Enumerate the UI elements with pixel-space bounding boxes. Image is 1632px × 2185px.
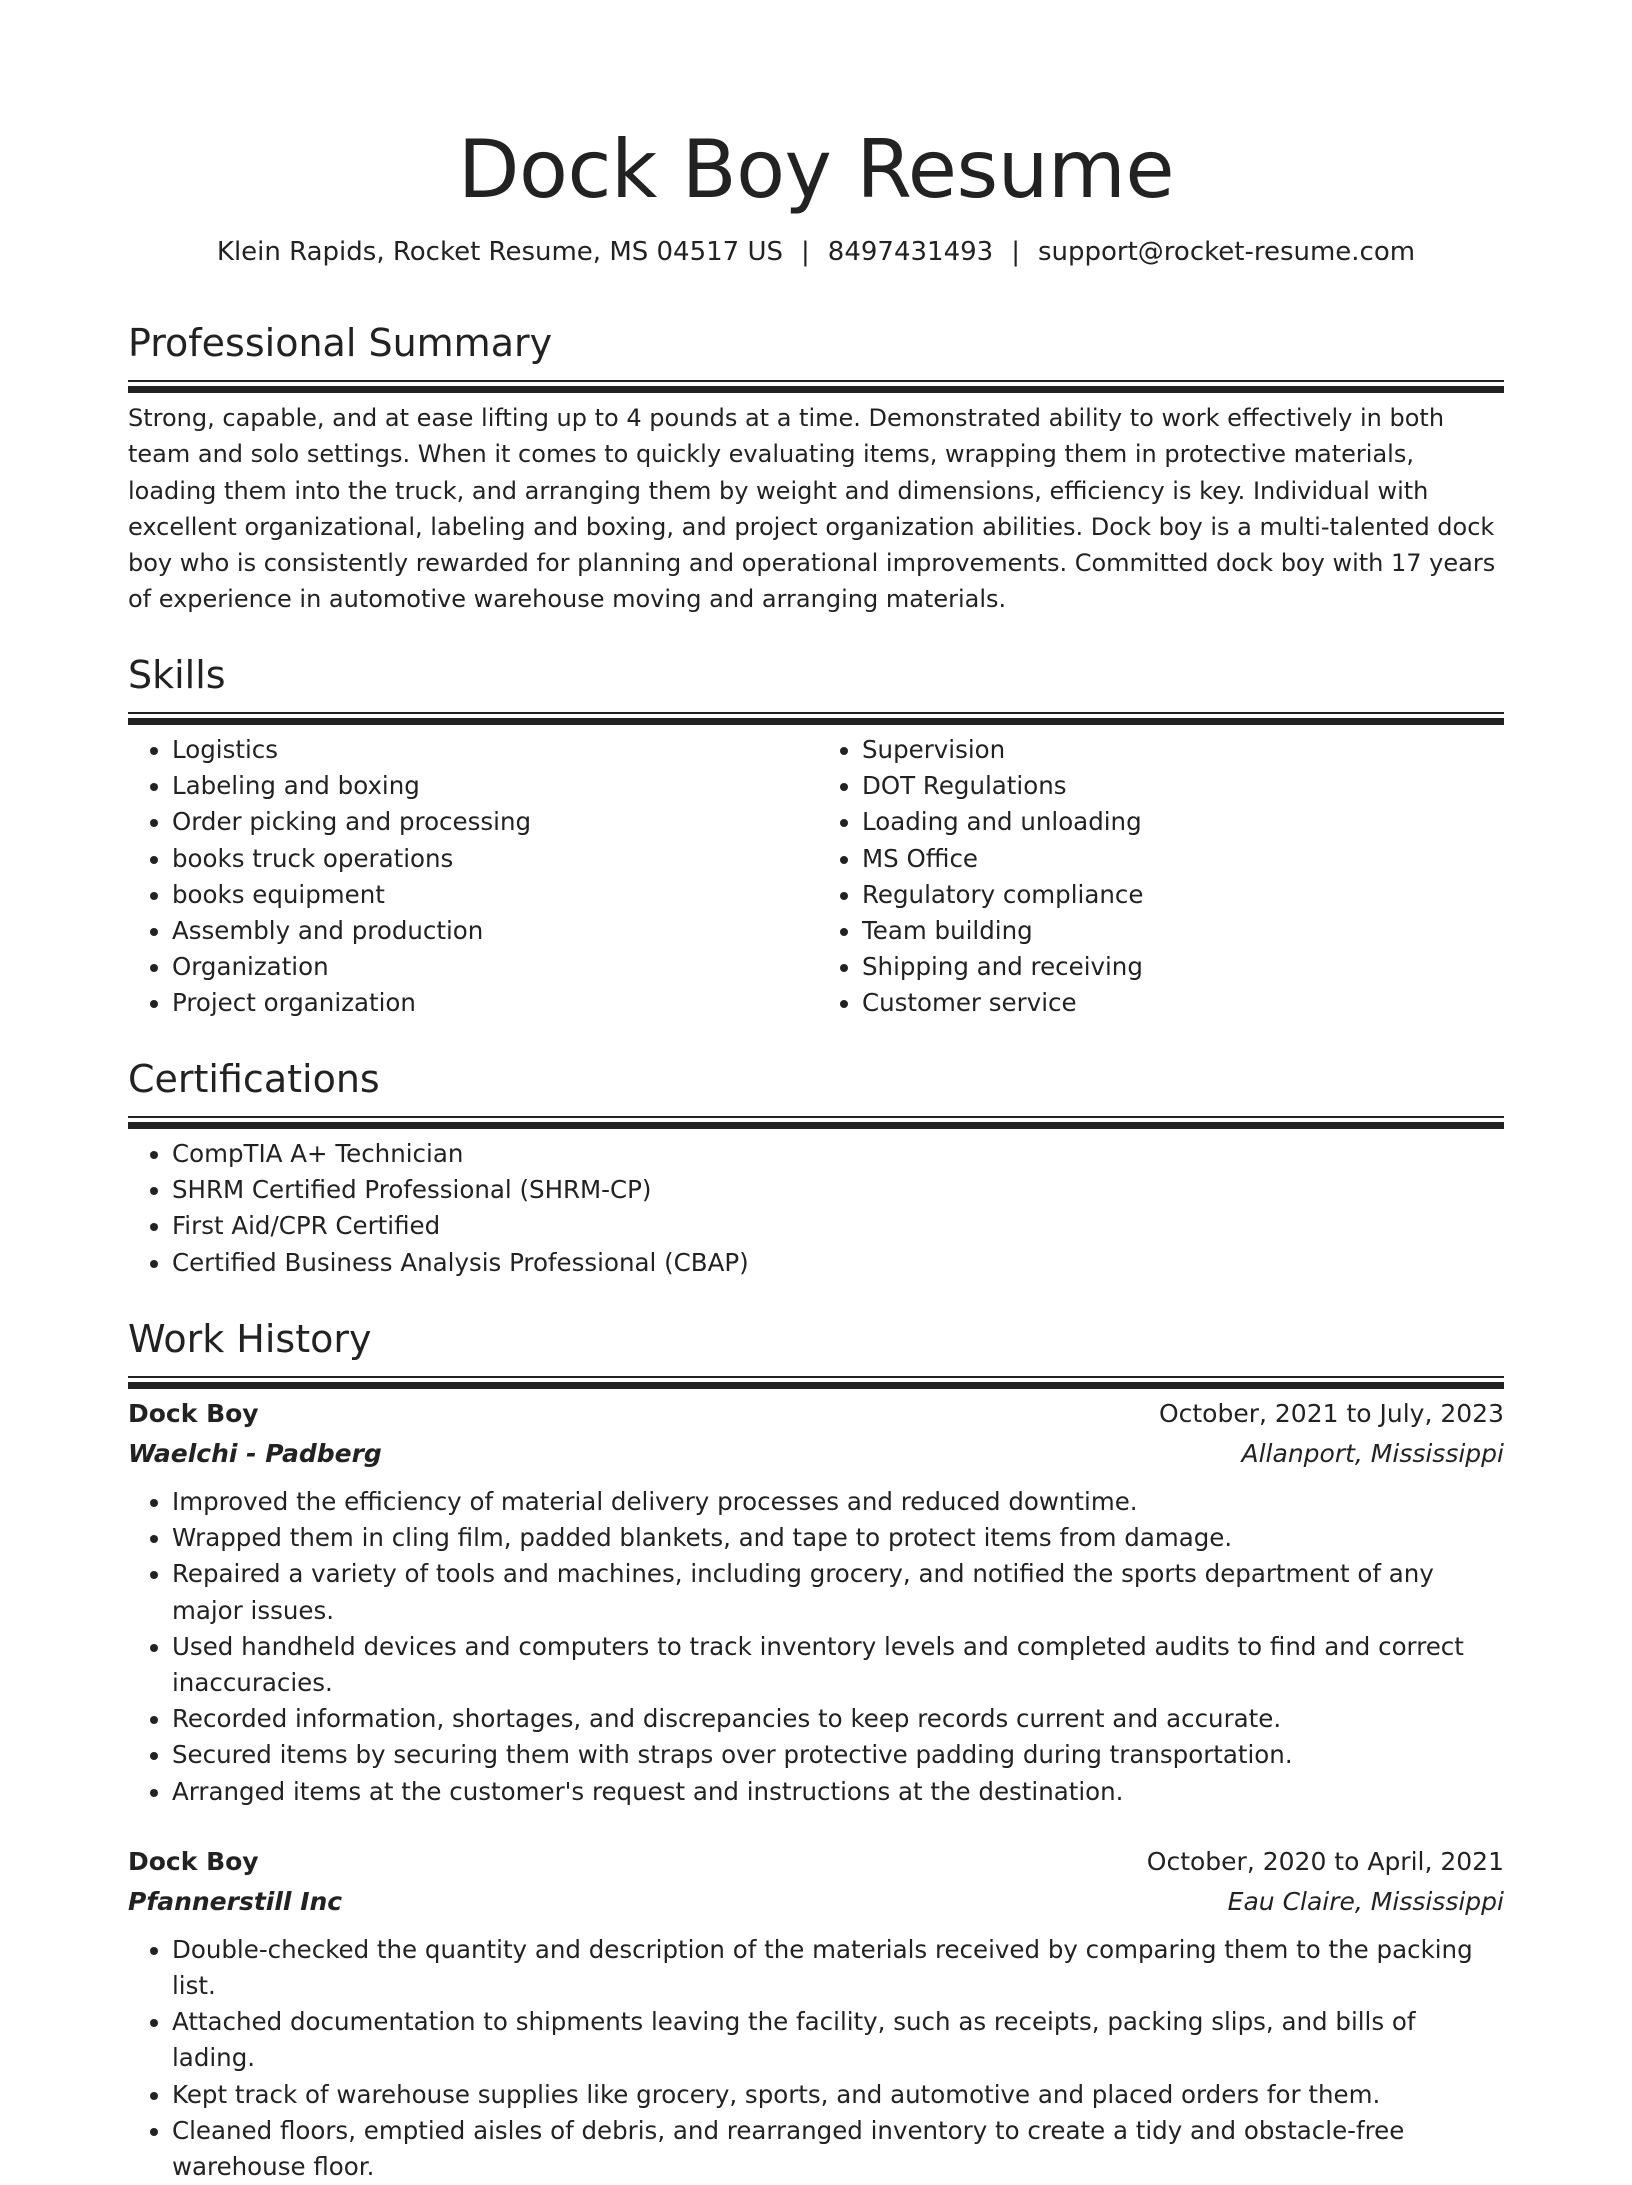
section-divider xyxy=(128,712,1504,718)
job-bullets xyxy=(128,1932,1504,2185)
skill-item: • MS Office xyxy=(862,841,1496,877)
skill-item: • Assembly and production xyxy=(172,913,806,949)
contact-address: Klein Rapids, Rocket Resume, MS 04517 US xyxy=(216,237,784,267)
job-company: Waelchi - Padberg xyxy=(128,1439,382,1468)
page-title: Dock Boy Resume xyxy=(457,123,1175,216)
skill-item: • Labeling and boxing xyxy=(172,768,806,804)
job-bullet: • Attached documentation to shipments leaving the facility, such as receipts, packing slips, and bills of lading. xyxy=(172,2004,1504,2076)
summary-heading: Professional Summary xyxy=(128,321,553,365)
job-subheader xyxy=(128,1434,1504,1474)
jobs-list xyxy=(128,1394,1504,2185)
contact-email: support@rocket-resume.com xyxy=(1037,237,1416,267)
section-divider xyxy=(128,1116,1504,1122)
job-dates: October, 2021 to July, 2023 xyxy=(1158,1399,1504,1428)
job-dates: October, 2020 to April, 2021 xyxy=(1146,1846,1504,1876)
certification-item: • First Aid/CPR Certified xyxy=(172,1208,1504,1244)
job-title: Dock Boy xyxy=(128,1846,259,1876)
skill-item: • Order picking and processing xyxy=(172,804,806,840)
certification-item: • CompTIA A+ Technician xyxy=(172,1136,1504,1172)
skill-item: • books equipment xyxy=(172,877,806,913)
job-bullet: • Improved the efficiency of material delivery processes and reduced downtime. xyxy=(172,1484,1504,1520)
job-header xyxy=(128,1394,1504,1434)
certifications-list xyxy=(128,1136,1504,1281)
skill-item: • Supervision xyxy=(862,732,1496,768)
contact-separator: | xyxy=(1011,237,1020,267)
job-bullet: • Wrapped them in cling film, padded blankets, and tape to protect items from damage. xyxy=(172,1520,1504,1556)
job-entry xyxy=(128,1842,1504,2185)
job-entry xyxy=(128,1394,1504,1810)
job-header xyxy=(128,1842,1504,1882)
job-bullet: • Double-checked the quantity and description of the materials received by comparing them to the packing list. xyxy=(172,1932,1504,2004)
skill-item: • Regulatory compliance xyxy=(862,877,1496,913)
skill-item: • Shipping and receiving xyxy=(862,949,1496,985)
skills-heading: Skills xyxy=(128,653,226,697)
contact-phone: 8497431493 xyxy=(827,237,994,267)
contact-line xyxy=(128,236,1504,268)
job-bullets xyxy=(128,1484,1504,1810)
skill-item: • Logistics xyxy=(172,732,806,768)
resume-page xyxy=(128,0,1504,2182)
job-location: Allanport, Mississippi xyxy=(1241,1439,1504,1468)
job-bullet: • Recorded information, shortages, and discrepancies to keep records current and accurate. xyxy=(172,1701,1504,1737)
summary-section xyxy=(128,320,1504,618)
skill-item: • Team building xyxy=(862,913,1496,949)
job-bullet: • Kept track of warehouse supplies like grocery, sports, and automotive and placed orders for them. xyxy=(172,2077,1504,2113)
job-bullet: • Secured items by securing them with straps over protective padding during transportation. xyxy=(172,1737,1504,1773)
job-bullet: • Arranged items at the customer's request and instructions at the destination. xyxy=(172,1774,1504,1810)
skill-item: • Loading and unloading xyxy=(862,804,1496,840)
job-title: Dock Boy xyxy=(128,1399,259,1428)
certification-item: • Certified Business Analysis Professional (CBAP) xyxy=(172,1245,1504,1281)
job-location: Eau Claire, Mississippi xyxy=(1227,1886,1504,1916)
work-history-section xyxy=(128,1316,1504,2185)
section-divider xyxy=(128,1376,1504,1382)
certifications-section xyxy=(128,1056,1504,1281)
summary-text: Strong, capable, and at ease lifting up to 4 pounds at a time. Demonstrated ability to work effectively in both team and solo settings. When it comes to quickly evaluating items, wrapping them in protective materials, loading them into the truck, and arranging them by weight and dimensions, efficiency is key. Individual with excellent organizational, labeling and boxing, and project organization abilities. Dock boy is a multi-talented dock boy who is consistently rewarded for planning and operational improvements. Committed dock boy with 17 years of experience in automotive warehouse moving and arranging materials. xyxy=(128,404,1496,614)
contact-separator: | xyxy=(801,237,810,267)
skill-item: • Customer service xyxy=(862,985,1496,1021)
skills-list-left xyxy=(128,732,806,1022)
skills-section xyxy=(128,652,1504,1022)
skills-columns xyxy=(128,732,1504,1022)
skill-item: • books truck operations xyxy=(172,841,806,877)
certification-item: • SHRM Certified Professional (SHRM-CP) xyxy=(172,1172,1504,1208)
job-subheader xyxy=(128,1882,1504,1922)
work-history-heading: Work History xyxy=(128,1317,372,1361)
job-company: Pfannerstill Inc xyxy=(128,1886,343,1916)
skill-item: • Organization xyxy=(172,949,806,985)
skill-item: • Project organization xyxy=(172,985,806,1021)
job-bullet: • Used handheld devices and computers to track inventory levels and completed audits to find and correct inaccuracies. xyxy=(172,1629,1504,1701)
skill-item: • DOT Regulations xyxy=(862,768,1496,804)
job-bullet: • Repaired a variety of tools and machines, including grocery, and notified the sports department of any major issues. xyxy=(172,1556,1504,1628)
job-bullet: • Cleaned floors, emptied aisles of debris, and rearranged inventory to create a tidy and obstacle-free warehouse floor. xyxy=(172,2113,1504,2185)
certifications-heading: Certifications xyxy=(128,1057,380,1101)
skills-list-right xyxy=(806,732,1496,1022)
section-divider xyxy=(128,380,1504,386)
